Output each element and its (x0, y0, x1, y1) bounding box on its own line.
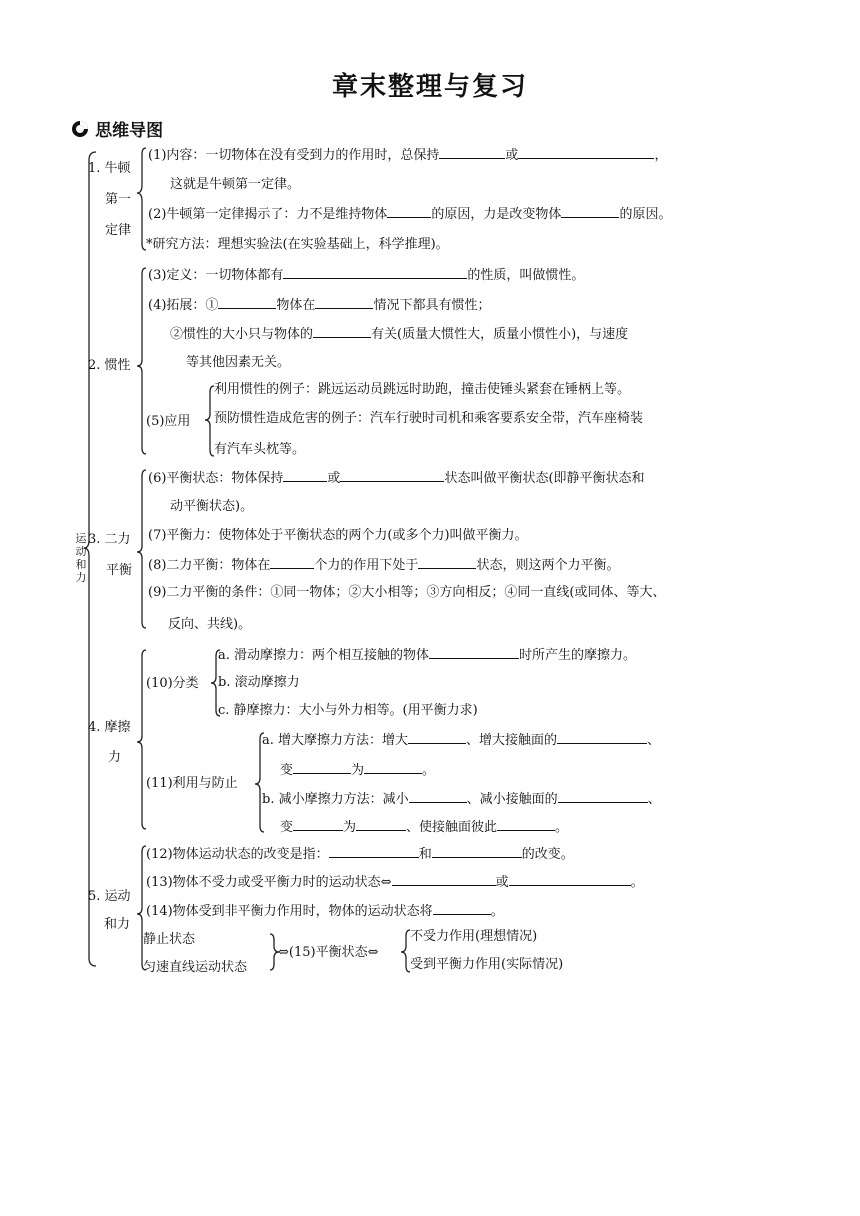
s3-line5: (9)二力平衡的条件：①同一物体；②大小相等；③方向相反；④同一直线(或同体、等大、 (148, 585, 666, 600)
s3-line1: (6)平衡状态：物体保持 或 状态叫做平衡状态(即静平衡状态和 (148, 471, 645, 486)
section-title: 思维导图 (95, 121, 164, 141)
s2-app-label: (5)应用 (146, 414, 191, 429)
s3-line6: 反向、共线)。 (168, 617, 252, 632)
s5-state-static: 静止状态 (143, 932, 196, 947)
page-title: 章末整理与复习 (331, 72, 528, 102)
s5-balance-state: ⇔(15)平衡状态⇔ (278, 945, 379, 960)
s1-line4: *研究方法：理想实验法(在实验基础上，科学推理)。 (146, 237, 449, 252)
s4-use-label: (11)利用与防止 (146, 776, 238, 791)
s4-use-b1: b. 减小摩擦力方法：减小 、减小接触面的 、 (262, 792, 661, 807)
s1-line3: (2)牛顿第一定律揭示了：力不是维持物体 的原因，力是改变物体 的原因。 (148, 207, 672, 222)
s3-line3: (7)平衡力：使物体处于平衡状态的两个力(或多个力)叫做平衡力。 (148, 528, 528, 543)
s1-label-a: 1. 牛顿 (88, 161, 131, 176)
s2-app1: 利用惯性的例子：跳远运动员跳远时助跑，撞击使锤头紧套在锤柄上等。 (214, 382, 631, 397)
s1-label-c: 定律 (105, 223, 132, 238)
s2-app2: 预防惯性造成危害的例子：汽车行驶时司机和乘客要系安全带，汽车座椅装 (214, 411, 644, 426)
s4-cls-b: b. 滚动摩擦力 (218, 675, 300, 690)
section-heading (70, 116, 163, 141)
s5-line3: (14)物体受到非平衡力作用时，物体的运动状态将 。 (146, 904, 504, 919)
s4-use-a2: 变 为 。 (280, 763, 436, 778)
s5-line2: (13)物体不受力或受平衡力时的运动状态⇔ 或 。 (146, 875, 644, 890)
s4-use-a1: a. 增大摩擦力方法：增大 、增大接触面的 、 (262, 733, 661, 748)
s3-label-a: 3. 二力 (88, 532, 131, 547)
root-label: 运动和力 (75, 532, 87, 584)
mind-map-icon (70, 119, 90, 139)
s2-label: 2. 惯性 (88, 358, 131, 373)
s5-state-uniform: 匀速直线运动状态 (143, 960, 248, 975)
s1-line1: (1)内容：一切物体在没有受到力的作用时，总保持 或 ， (148, 148, 668, 163)
s3-label-b: 平衡 (106, 563, 133, 578)
s4-label-b: 力 (108, 750, 122, 765)
s2-line3: ②惯性的大小只与物体的 有关(质量大惯性大，质量小惯性小)，与速度 (170, 327, 629, 342)
s5-line1: (12)物体运动状态的改变是指： 和 的改变。 (146, 847, 574, 862)
s4-cls-a: a. 滑动摩擦力：两个相互接触的物体 时所产生的摩擦力。 (218, 648, 637, 663)
s2-line4: 等其他因素无关。 (186, 355, 291, 370)
s5-label-b: 和力 (104, 917, 131, 932)
s4-cls-label: (10)分类 (146, 676, 199, 691)
s3-line2: 动平衡状态)。 (170, 499, 254, 514)
s2-line1: (3)定义：一切物体都有 的性质，叫做惯性。 (148, 268, 585, 283)
s2-app3: 有汽车头枕等。 (214, 442, 306, 457)
s2-line2: (4)拓展：① 物体在 情况下都具有惯性； (148, 298, 491, 313)
s5-label-a: 5. 运动 (88, 889, 131, 904)
s1-label-b: 第一 (105, 192, 132, 207)
s4-use-b2: 变 为 、使接触面彼此 。 (280, 820, 569, 835)
s5-result-actual: 受到平衡力作用(实际情况) (410, 957, 564, 972)
s4-cls-c: c. 静摩擦力：大小与外力相等。(用平衡力求) (218, 703, 478, 718)
s1-line2: 这就是牛顿第一定律。 (170, 177, 301, 192)
s5-result-ideal: 不受力作用(理想情况) (410, 929, 538, 944)
s3-line4: (8)二力平衡：物体在 个力的作用下处于 状态，则这两个力平衡。 (148, 558, 620, 573)
s4-label-a: 4. 摩擦 (88, 720, 131, 735)
